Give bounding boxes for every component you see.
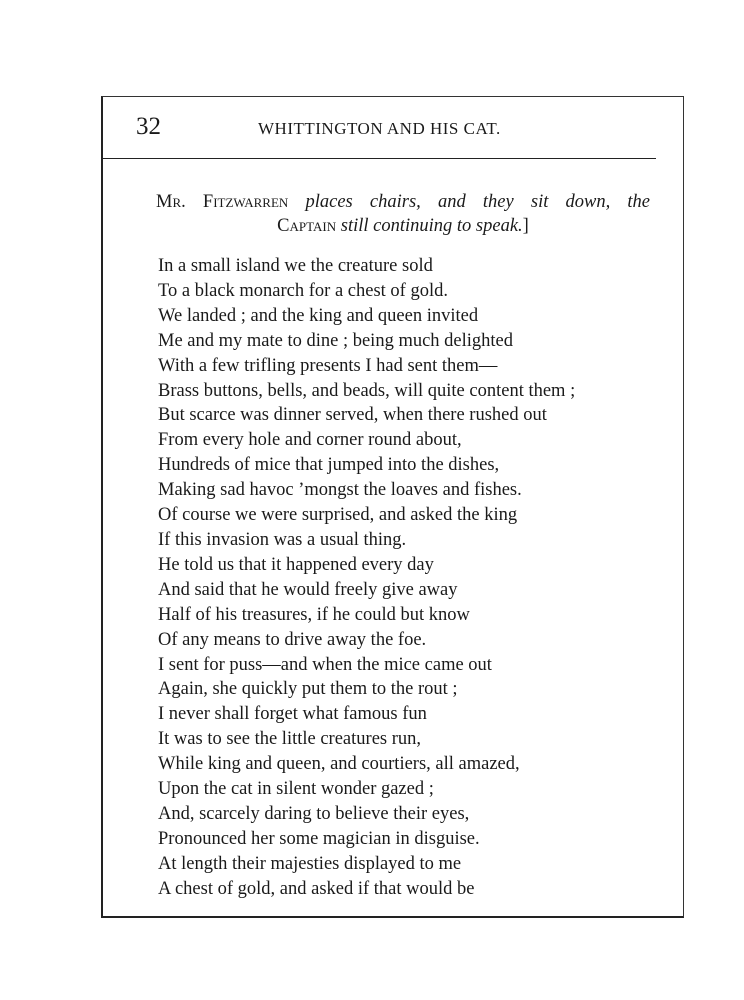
verse-line: And, scarcely daring to believe their eyes, (158, 803, 470, 824)
verse-line: To a black monarch for a chest of gold. (158, 280, 448, 301)
running-title: WHITTINGTON AND HIS CAT. (258, 119, 501, 138)
verse-line: I never shall forget what famous fun (158, 704, 427, 725)
closing-bracket: ] (522, 216, 529, 236)
stage-direction (156, 190, 650, 238)
stage-direction-line-2 (156, 214, 650, 238)
verse-line: At length their majesties displayed to me (158, 853, 462, 874)
verse-line: A chest of gold, and asked if that would be (158, 878, 475, 899)
verse-line: Pronounced her some magician in disguise. (158, 828, 480, 849)
verse-line: We landed ; and the king and queen invited (158, 305, 479, 326)
verse-line: Again, she quickly put them to the rout ; (158, 679, 458, 700)
verse-line: Half of his treasures, if he could but know (158, 604, 470, 625)
verse-line: Making sad havoc ’mongst the loaves and fishes. (158, 480, 522, 501)
verse-line: And said that he would freely give away (158, 579, 458, 600)
verse-line: Of course we were surprised, and asked the king (158, 505, 518, 526)
stage-action: places chairs, and they sit down, the (305, 192, 650, 212)
stage-action: still continuing to speak. (340, 216, 523, 236)
header-rule (103, 158, 656, 159)
verse-line: With a few trifling presents I had sent them— (158, 355, 498, 376)
verse-line: Me and my mate to dine ; being much delighted (158, 330, 514, 351)
verse-line: It was to see the little creatures run, (158, 729, 422, 750)
speaker-name: Mr. Fitzwarren (156, 192, 289, 212)
verse-line: If this invasion was a usual thing. (158, 529, 407, 550)
verse (158, 254, 575, 902)
verse-line: Hundreds of mice that jumped into the dishes, (158, 455, 500, 476)
verse-line: He told us that it happened every day (158, 554, 434, 575)
verse-line: Brass buttons, bells, and beads, will quite content them ; (158, 380, 576, 401)
verse-line: I sent for puss—and when the mice came out (158, 654, 492, 675)
verse-line: While king and queen, and courtiers, all amazed, (158, 754, 520, 775)
verse-line: But scarce was dinner served, when there rushed out (158, 405, 547, 426)
verse-line: From every hole and corner round about, (158, 430, 462, 451)
verse-line: Upon the cat in silent wonder gazed ; (158, 779, 434, 800)
speaker-name: Captain (277, 216, 337, 236)
page-number: 32 (136, 113, 161, 140)
verse-line: In a small island we the creature sold (158, 256, 433, 276)
stage-direction-line-1 (156, 190, 650, 214)
verse-line: Of any means to drive away the foe. (158, 629, 427, 650)
